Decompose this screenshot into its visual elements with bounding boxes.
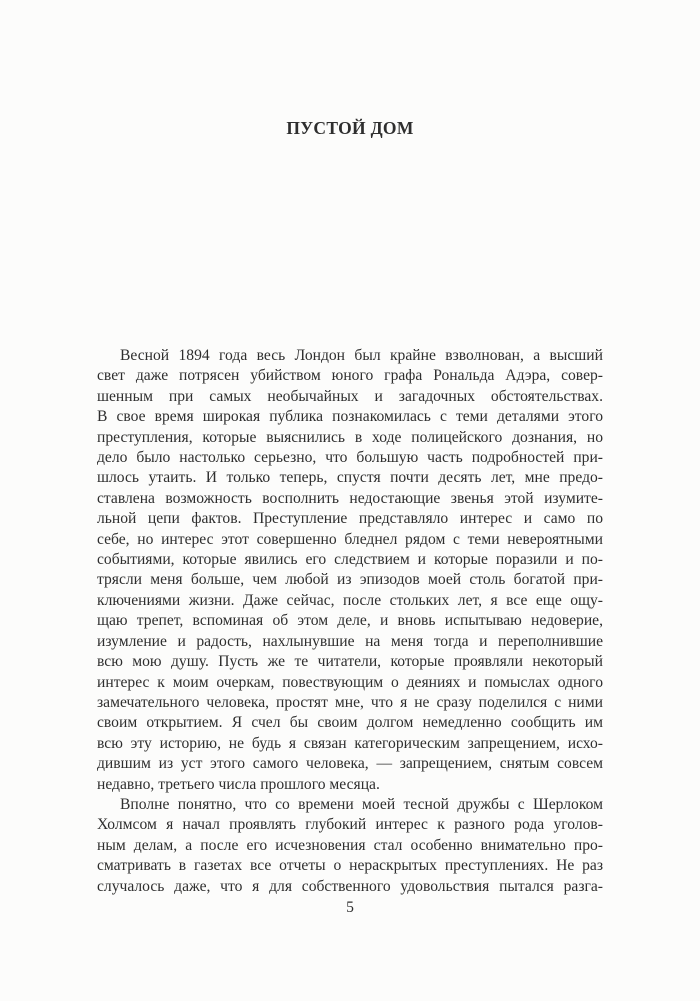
paragraph: [97, 346, 603, 795]
text-line: событиями, которые явились его следствием и которые поразили и по-: [97, 551, 603, 569]
text-line: своим открытием. Я счел бы своим долгом немедленно сообщить им: [97, 714, 603, 732]
text-line: ключениями жизни. Даже сейчас, после стольких лет, я все еще ощу-: [97, 591, 603, 609]
text-line: ставлена возможность восполнить недостающие звенья этой изумите-: [97, 489, 603, 507]
paragraph: [97, 795, 603, 897]
text-line: шенным при самых необычайных и загадочных обстоятельствах.: [97, 387, 603, 405]
text-line: недавно, третьего числа прошлого месяца.: [97, 775, 380, 793]
text-line: интерес к моим очеркам, повествующим о деяниях и помыслах одного: [97, 673, 603, 691]
text-line: всю эту историю, не будь я связан категорическим запрещением, исхо-: [97, 734, 603, 752]
text-line: замечательного человека, простят мне, что я не сразу поделился с ними: [97, 693, 603, 711]
text-line: изумление и радость, нахлынувшие на меня тогда и переполнившие: [97, 632, 603, 650]
text-line: щаю трепет, вспоминая об этом деле, и вновь испытываю недоверие,: [97, 612, 603, 630]
text-line: Холмсом я начал проявлять глубокий интерес к разного рода уголов-: [97, 816, 603, 834]
text-line: В свое время широкая публика познакомилась с теми деталями этого: [97, 408, 603, 426]
text-line: дело было настолько серьезно, что большую часть подробностей при-: [97, 449, 603, 467]
text-line: сматривать в газетах все отчеты о нераскрытых преступлениях. Не раз: [97, 857, 603, 875]
text-line: льной цепи фактов. Преступление представляло интерес и само по: [97, 510, 603, 528]
text-line: ным делам, а после его исчезновения стал особенно внимательно про-: [97, 836, 603, 854]
text-line: случалось даже, что я для собственного удовольствия пытался разга-: [97, 877, 603, 895]
body-text: [97, 346, 603, 897]
text-line: преступления, которые выяснились в ходе полицейского дознания, но: [97, 428, 603, 446]
text-line: Вполне понятно, что со времени моей тесной дружбы с Шерлоком: [120, 795, 603, 813]
text-line: всю мою душу. Пусть же те читатели, которые проявляли некоторый: [97, 653, 603, 671]
text-line: себе, но интерес этот совершенно бледнел рядом с теми невероятными: [97, 530, 603, 548]
chapter-title: ПУСТОЙ ДОМ: [286, 118, 414, 138]
text-line: Весной 1894 года весь Лондон был крайне взволнован, а высший: [120, 347, 603, 364]
text-line: свет даже потрясен убийством юного графа Рональда Адэра, совер-: [97, 367, 603, 385]
page-number: 5: [346, 899, 354, 916]
text-line: трясли меня больше, чем любой из эпизодов моей столь богатой при-: [97, 571, 603, 589]
text-line: дившим из уст этого самого человека, — запрещением, снятым совсем: [97, 755, 603, 773]
text-line: шлось утаить. И только теперь, спустя почти десять лет, мне предо-: [97, 469, 603, 487]
